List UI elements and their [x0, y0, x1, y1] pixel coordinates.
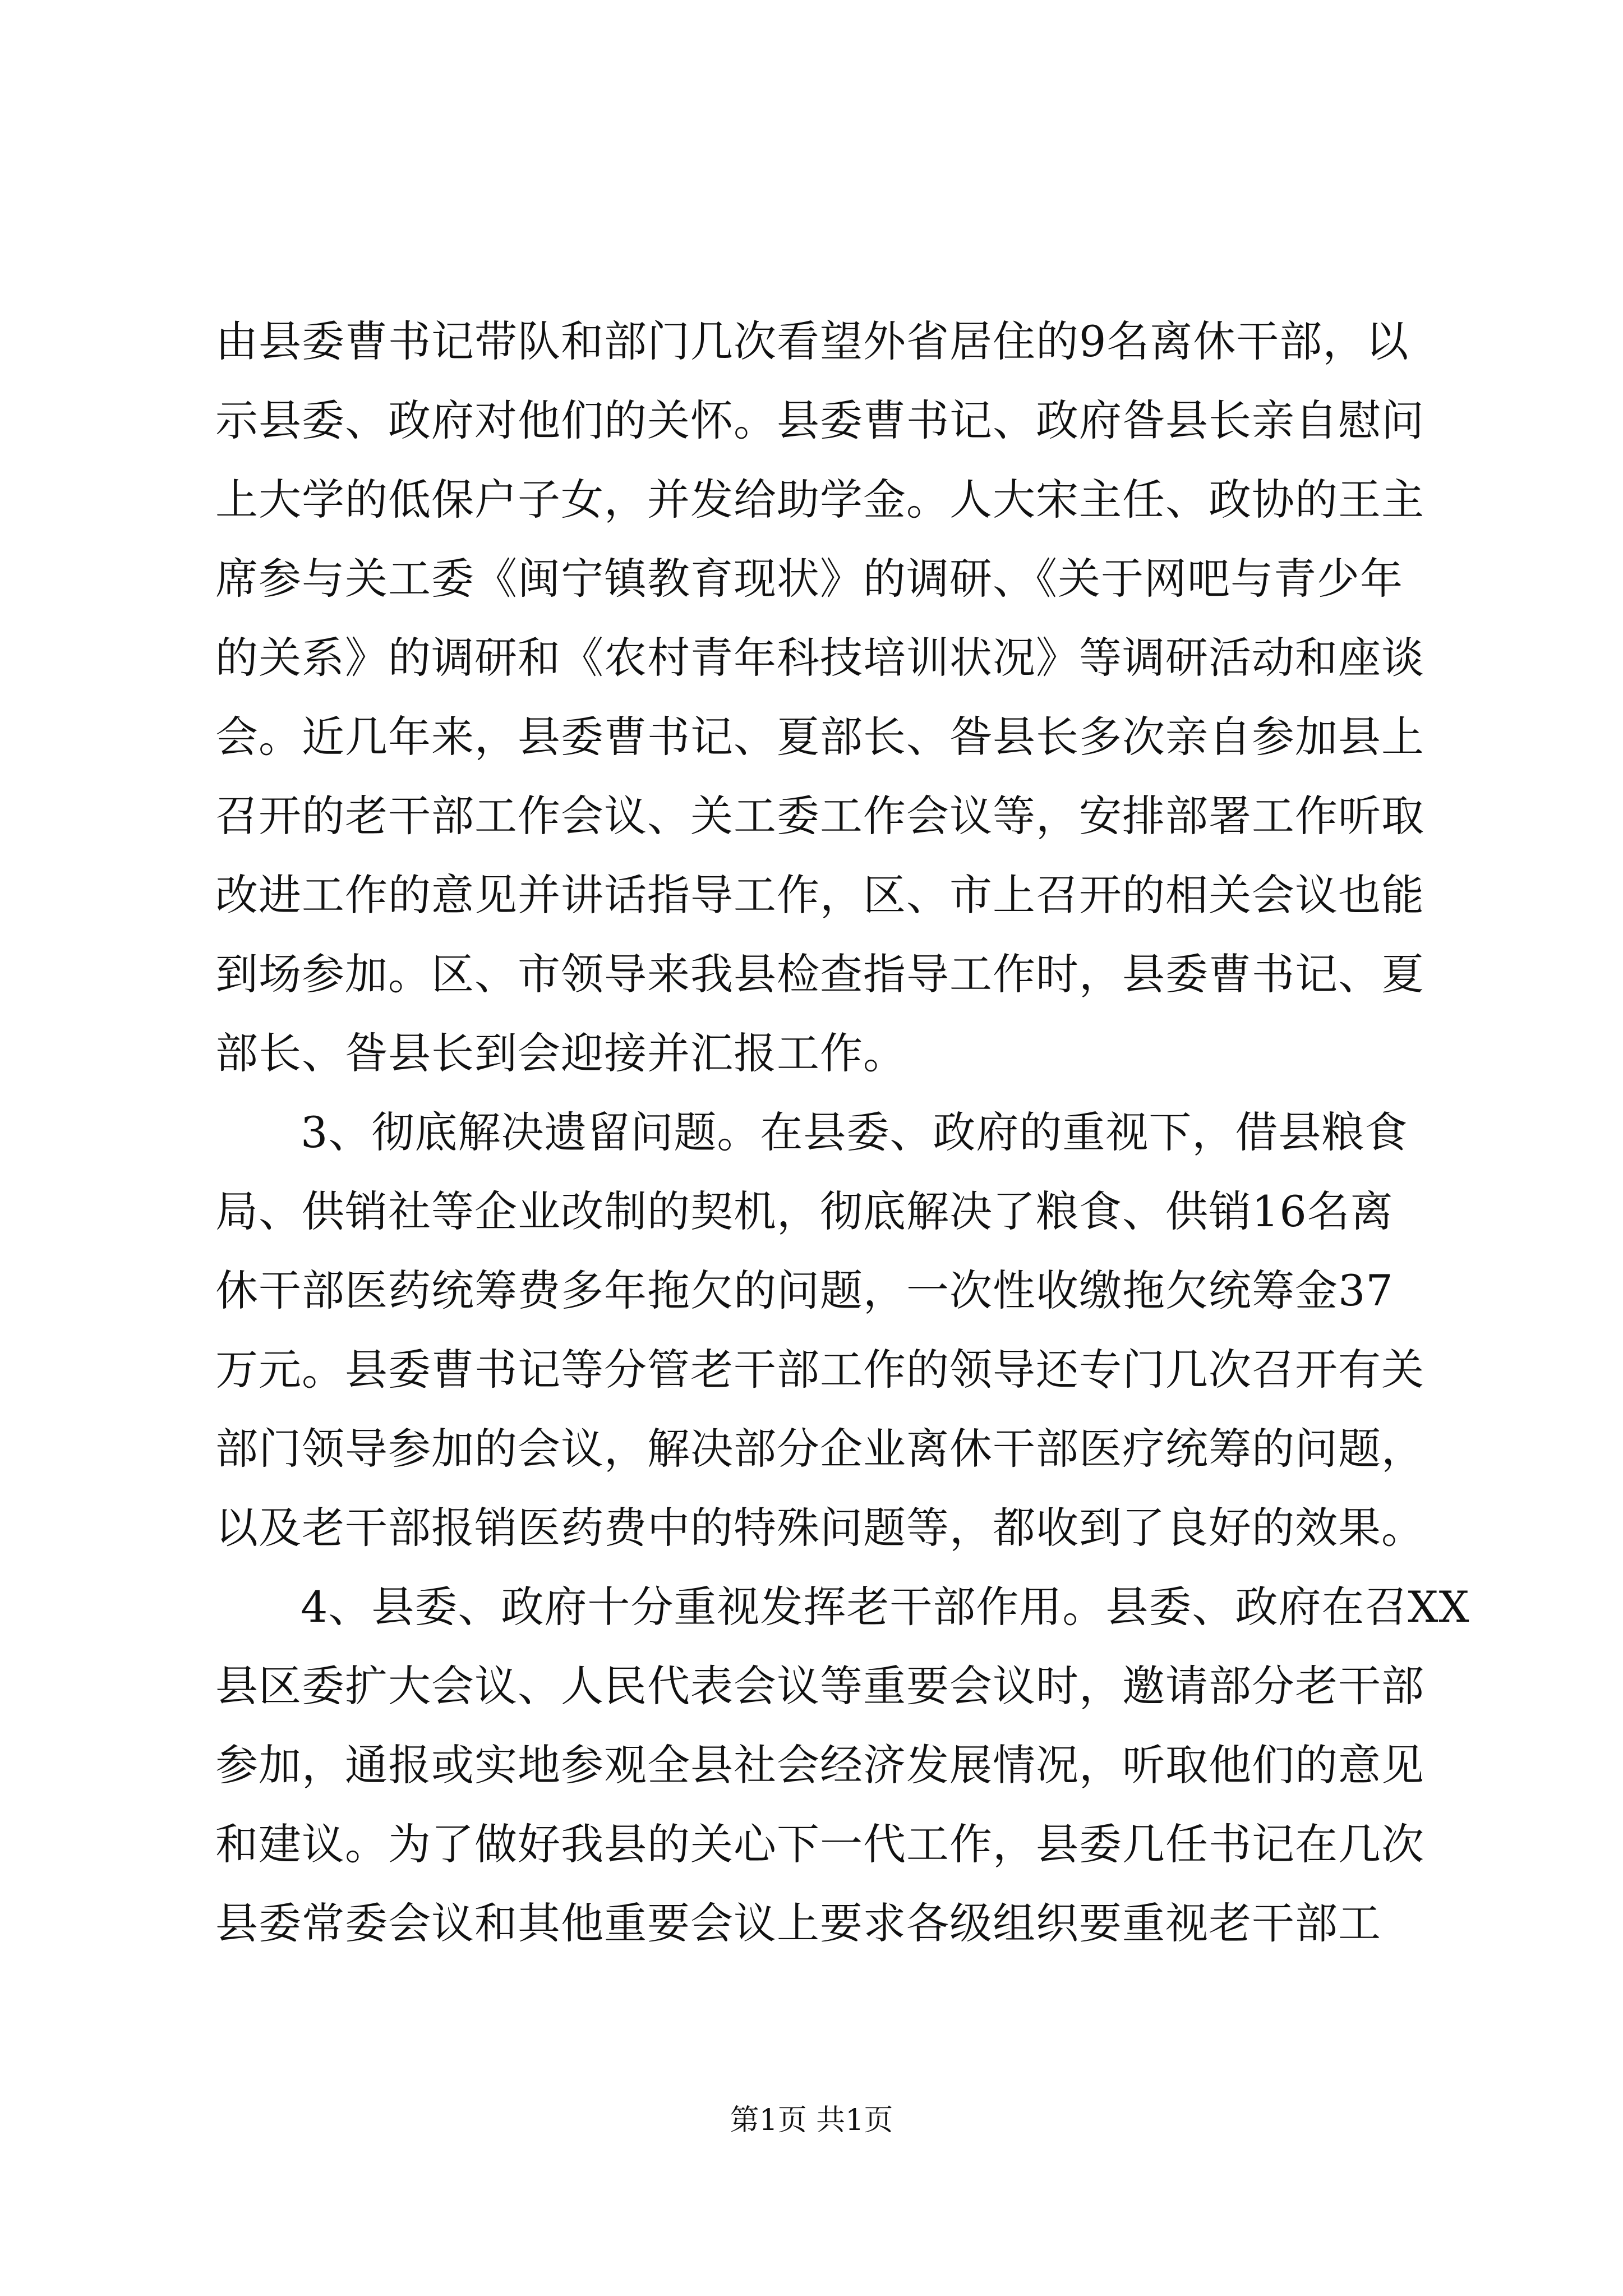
text-line: 以及老干部报销医药费中的特殊问题等，都收到了良好的效果。	[215, 1503, 1424, 1553]
text-line: 到场参加。区、市领导来我县检查指导工作时，县委曹书记、夏	[215, 949, 1424, 999]
text-line: 改进工作的意见并讲话指导工作，区、市上召开的相关会议也能	[215, 870, 1424, 920]
text-line: 会。近几年来，县委曹书记、夏部长、昝县长多次亲自参加县上	[215, 712, 1424, 762]
page-number-footer: 第1页 共1页	[730, 2104, 893, 2137]
document-body	[215, 302, 1470, 1963]
text-line: 参加，通报或实地参观全县社会经济发展情况，听取他们的意见	[215, 1740, 1424, 1790]
text-line: 部门领导参加的会议，解决部分企业离休干部医疗统筹的问题，	[215, 1424, 1424, 1474]
text-line: 由县委曹书记带队和部门几次看望外省居住的9名离休干部，以	[215, 316, 1409, 366]
text-line: 部长、昝县长到会迎接并汇报工作。	[215, 1028, 906, 1078]
text-line: 局、供销社等企业改制的契机，彻底解决了粮食、供销16名离	[215, 1186, 1394, 1236]
text-line: 的关系》的调研和《农村青年科技培训状况》等调研活动和座谈	[215, 633, 1424, 683]
text-line: 万元。县委曹书记等分管老干部工作的领导还专门几次召开有关	[215, 1345, 1424, 1395]
paragraph-start-line: 3、彻底解决遗留问题。在县委、政府的重视下，借县粮食	[301, 1107, 1408, 1157]
text-line: 召开的老干部工作会议、关工委工作会议等，安排部署工作听取	[215, 791, 1424, 841]
text-line: 休干部医药统筹费多年拖欠的问题，一次性收缴拖欠统筹金37	[215, 1266, 1394, 1315]
text-line: 县委常委会议和其他重要会议上要求各级组织要重视老干部工	[215, 1898, 1381, 1948]
text-line: 上大学的低保户子女，并发给助学金。人大宋主任、政协的王主	[215, 475, 1424, 524]
text-line: 县区委扩大会议、人民代表会议等重要会议时，邀请部分老干部	[215, 1661, 1424, 1711]
text-line: 席参与关工委《闽宁镇教育现状》的调研、《关于网吧与青少年	[215, 554, 1403, 604]
text-line: 和建议。为了做好我县的关心下一代工作，县委几任书记在几次	[215, 1819, 1424, 1869]
text-line: 示县委、政府对他们的关怀。县委曹书记、政府昝县长亲自慰问	[215, 395, 1424, 445]
paragraph-start-line: 4、县委、政府十分重视发挥老干部作用。县委、政府在召XX	[301, 1582, 1470, 1632]
